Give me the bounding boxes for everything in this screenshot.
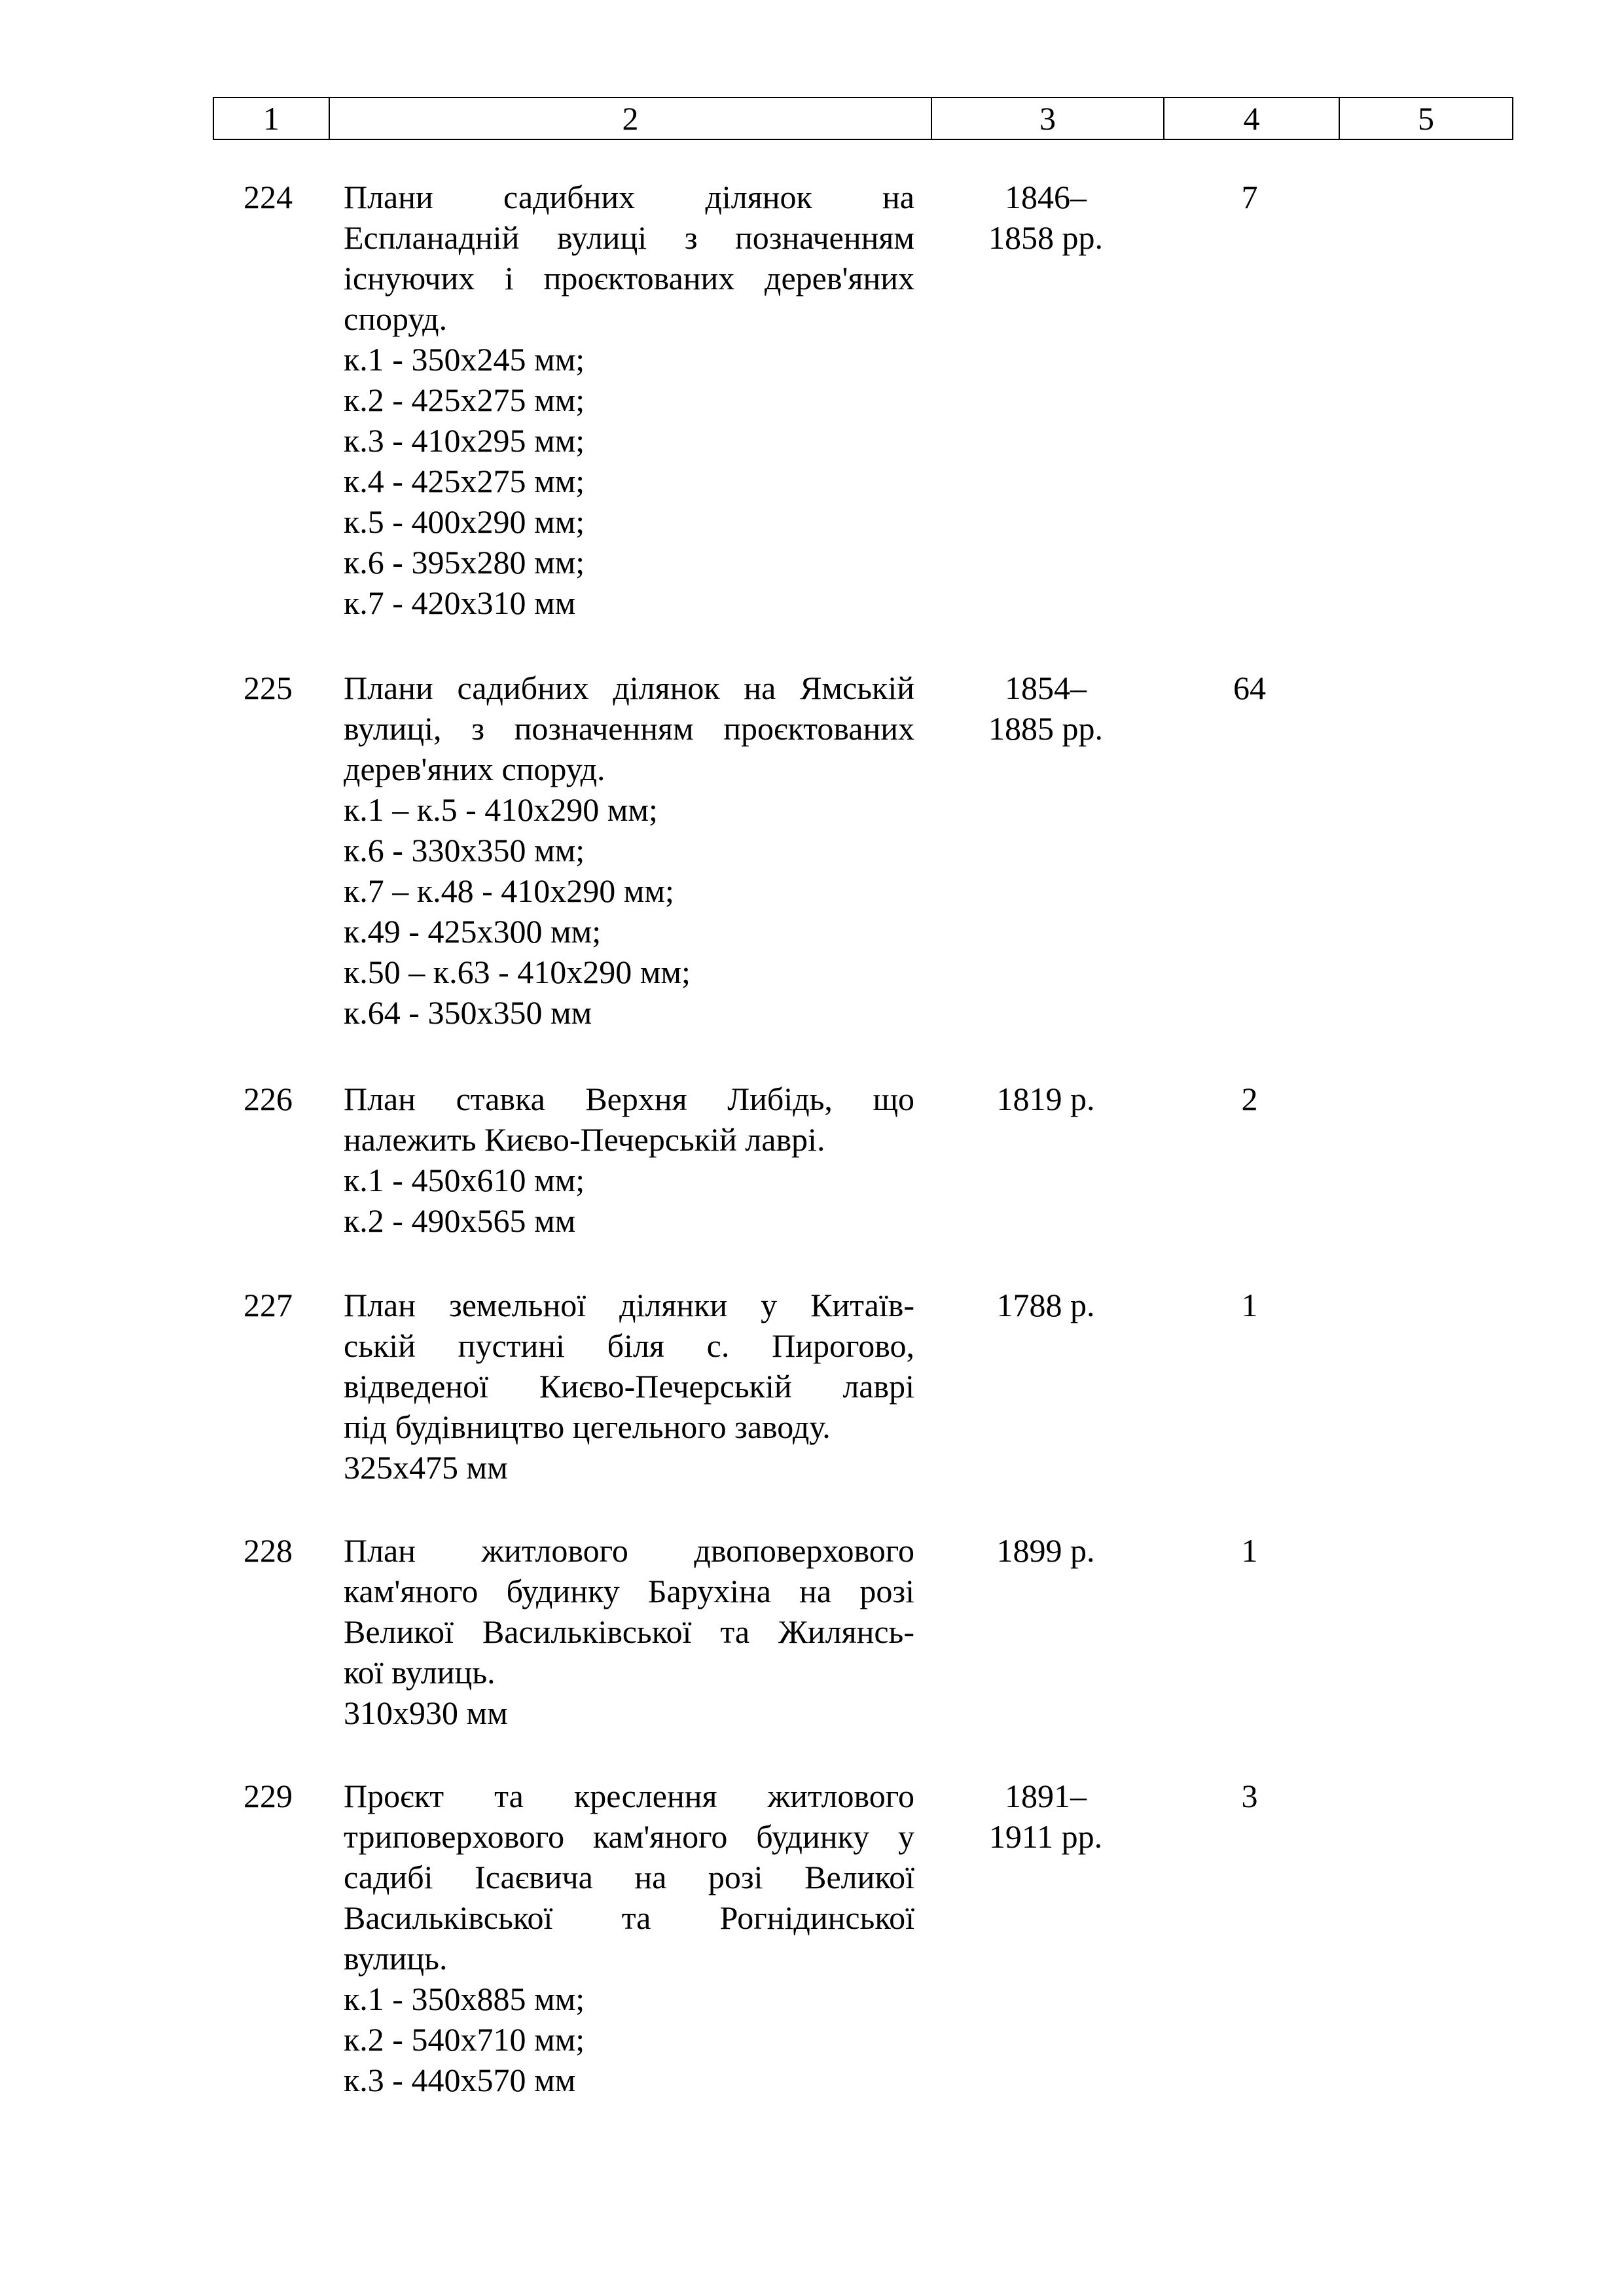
record-date bbox=[929, 1079, 1162, 1119]
column-header-4: 4 bbox=[1164, 98, 1339, 139]
column-header-table bbox=[213, 97, 1513, 140]
description-line: к.49 - 425х300 мм; bbox=[344, 913, 602, 950]
date-line: 1911 рр. bbox=[988, 1818, 1103, 1855]
column-header-5: 5 bbox=[1339, 98, 1513, 139]
date-line: 1846– bbox=[1005, 179, 1087, 215]
description-line: к.3 - 440х570 мм bbox=[344, 2062, 576, 2098]
description-line: ській пустині біля с. Пирогово, bbox=[344, 1327, 914, 1364]
record-description bbox=[344, 1776, 914, 2100]
description-line: відведеної Києво-Печерській лаврі bbox=[344, 1368, 914, 1405]
description-line: існуючих і проєктованих дерев'яних bbox=[344, 260, 914, 296]
column-header-1: 1 bbox=[213, 98, 329, 139]
description-line: к.50 – к.63 - 410х290 мм; bbox=[344, 954, 691, 990]
date-line: 1788 р. bbox=[996, 1287, 1095, 1323]
description-line: садибі Ісаєвича на розі Великої bbox=[344, 1859, 914, 1895]
description-line: к.6 - 395х280 мм; bbox=[344, 544, 585, 581]
record-sheet-count: 1 bbox=[1241, 1532, 1258, 1569]
record-description bbox=[344, 177, 914, 623]
description-line: 325х475 мм bbox=[344, 1449, 508, 1486]
record-date bbox=[929, 668, 1162, 749]
record-sheet-count: 3 bbox=[1241, 1778, 1258, 1814]
description-line: Еспланадній вулиці з позначенням bbox=[344, 219, 914, 256]
description-line: к.1 - 350х245 мм; bbox=[344, 341, 585, 378]
column-header-3: 3 bbox=[931, 98, 1164, 139]
record-description bbox=[344, 1285, 914, 1488]
record-date bbox=[929, 1776, 1162, 1857]
description-line: к.2 - 490х565 мм bbox=[344, 1202, 576, 1239]
record-sheet-count: 64 bbox=[1233, 670, 1266, 706]
column-header-row bbox=[213, 98, 1513, 139]
date-line: 1899 р. bbox=[996, 1532, 1095, 1569]
description-line: кої вулиць. bbox=[344, 1654, 496, 1691]
record-description bbox=[344, 668, 914, 1033]
description-line: к.4 - 425х275 мм; bbox=[344, 463, 585, 499]
description-line: Плани садибних ділянок на Ямській bbox=[344, 670, 914, 706]
date-line: 1819 р. bbox=[996, 1081, 1095, 1117]
record-date bbox=[929, 1285, 1162, 1325]
description-line: к.1 – к.5 - 410х290 мм; bbox=[344, 791, 658, 828]
record-number: 226 bbox=[244, 1081, 293, 1117]
date-line: 1885 рр. bbox=[988, 710, 1103, 747]
description-line: 310х930 мм bbox=[344, 1695, 508, 1731]
description-line: к.2 - 540х710 мм; bbox=[344, 2021, 585, 2058]
record-number: 224 bbox=[244, 179, 293, 215]
record-sheet-count: 7 bbox=[1241, 179, 1258, 215]
description-line: к.1 - 450х610 мм; bbox=[344, 1162, 585, 1198]
description-line: к.2 - 425х275 мм; bbox=[344, 382, 585, 418]
record-sheet-count: 1 bbox=[1241, 1287, 1258, 1323]
record-number: 225 bbox=[244, 670, 293, 706]
description-line: План житлового двоповерхового bbox=[344, 1532, 914, 1569]
record-number: 227 bbox=[244, 1287, 293, 1323]
description-line: к.64 - 350х350 мм bbox=[344, 994, 592, 1031]
record-date bbox=[929, 1530, 1162, 1571]
description-line: План ставка Верхня Либідь, що bbox=[344, 1081, 914, 1117]
record-number: 229 bbox=[244, 1778, 293, 1814]
description-line: триповерхового кам'яного будинку у bbox=[344, 1818, 914, 1855]
description-line: дерев'яних споруд. bbox=[344, 751, 605, 787]
description-line: к.7 - 420х310 мм bbox=[344, 584, 576, 621]
description-line: Великої Васильківської та Жилянсь- bbox=[344, 1613, 914, 1650]
date-line: 1854– bbox=[1005, 670, 1087, 706]
description-line: к.1 - 350х885 мм; bbox=[344, 1981, 585, 2017]
description-line: к.6 - 330х350 мм; bbox=[344, 832, 585, 869]
record-sheet-count: 2 bbox=[1241, 1081, 1258, 1117]
description-line: кам'яного будинку Барухіна на розі bbox=[344, 1573, 914, 1609]
description-line: к.3 - 410х295 мм; bbox=[344, 422, 585, 459]
description-line: к.5 - 400х290 мм; bbox=[344, 503, 585, 540]
description-line: Проєкт та креслення житлового bbox=[344, 1778, 914, 1814]
date-line: 1891– bbox=[1005, 1778, 1087, 1814]
record-description bbox=[344, 1079, 914, 1241]
column-header-2: 2 bbox=[329, 98, 931, 139]
description-line: належить Києво-Печерській лаврі. bbox=[344, 1121, 825, 1158]
description-line: к.7 – к.48 - 410х290 мм; bbox=[344, 872, 674, 909]
description-line: План земельної ділянки у Китаїв- bbox=[344, 1287, 914, 1323]
record-date bbox=[929, 177, 1162, 258]
description-line: споруд. bbox=[344, 300, 448, 337]
description-line: вулиць. bbox=[344, 1940, 448, 1977]
description-line: Васильківської та Рогнідинської bbox=[344, 1899, 914, 1936]
date-line: 1858 рр. bbox=[988, 219, 1103, 256]
description-line: вулиці, з позначенням проєктованих bbox=[344, 710, 914, 747]
record-description bbox=[344, 1530, 914, 1733]
record-number: 228 bbox=[244, 1532, 293, 1569]
description-line: під будівництво цегельного заводу. bbox=[344, 1408, 831, 1445]
description-line: Плани садибних ділянок на bbox=[344, 179, 914, 215]
